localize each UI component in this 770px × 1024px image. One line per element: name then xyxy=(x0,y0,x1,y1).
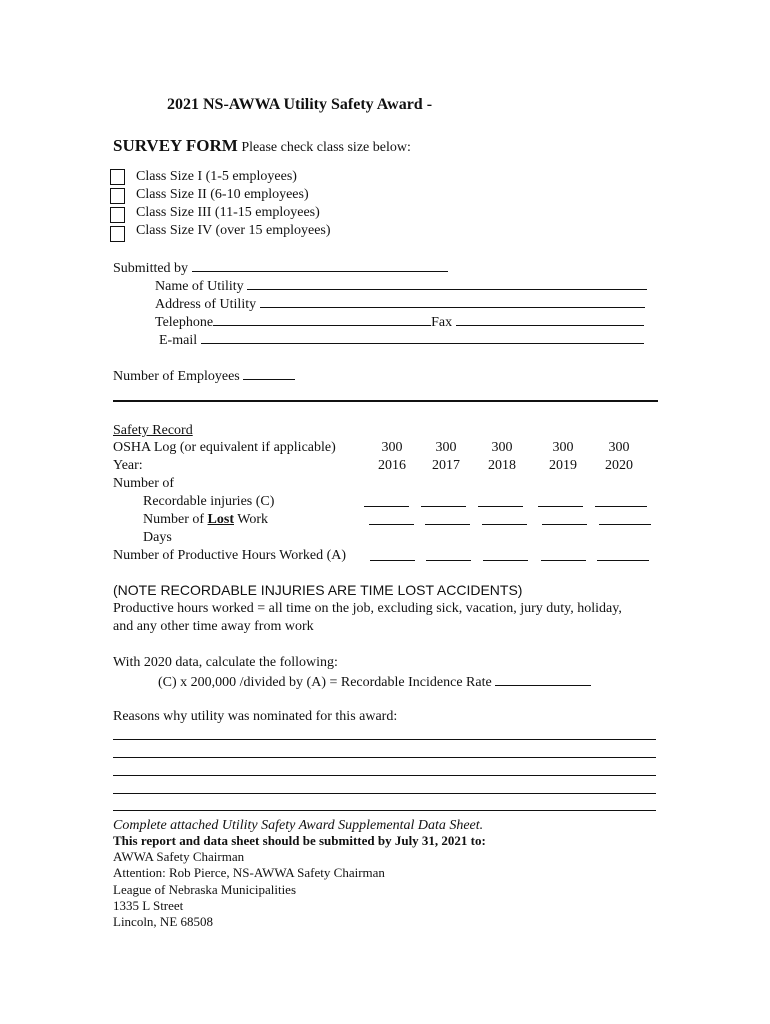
year-2018: 2018 xyxy=(488,458,516,473)
reasons-label: Reasons why utility was nominated for this award: xyxy=(113,709,398,724)
number-of-employees-label: Number of Employees xyxy=(113,369,240,384)
year-2017: 2017 xyxy=(432,458,460,473)
address-line-2: Attention: Rob Pierce, NS-AWWA Safety Chairman xyxy=(113,865,385,880)
number-of-label: Number of xyxy=(113,476,175,491)
reasons-line-2[interactable] xyxy=(113,757,656,758)
reasons-line-1[interactable] xyxy=(113,739,656,740)
name-of-utility-label: Name of Utility xyxy=(155,279,244,294)
address-of-utility-field xyxy=(155,294,645,313)
section-divider xyxy=(113,400,658,402)
incidence-rate-blank[interactable] xyxy=(495,672,591,686)
hours-2017-blank[interactable] xyxy=(426,547,471,561)
recordable-2018-blank[interactable] xyxy=(478,493,523,507)
reasons-line-5[interactable] xyxy=(113,810,656,811)
email-field xyxy=(159,330,644,349)
osha-value-2016: 300 xyxy=(381,440,403,455)
class-size-ii-checkbox[interactable] xyxy=(110,188,125,204)
osha-value-2020: 300 xyxy=(608,440,630,455)
osha-log-label: OSHA Log (or equivalent if applicable) xyxy=(113,440,336,455)
hours-2018-blank[interactable] xyxy=(483,547,528,561)
telephone-blank[interactable] xyxy=(213,312,431,326)
calc-intro: With 2020 data, calculate the following: xyxy=(113,655,338,670)
email-label: E-mail xyxy=(159,333,198,348)
class-size-iii-checkbox[interactable] xyxy=(110,207,125,223)
email-blank[interactable] xyxy=(201,330,644,344)
class-size-i-label: Class Size I (1-5 employees) xyxy=(136,169,297,184)
recordable-2020-blank[interactable] xyxy=(595,493,647,507)
fax-blank[interactable] xyxy=(456,312,644,326)
year-2020: 2020 xyxy=(605,458,633,473)
year-label: Year: xyxy=(113,458,143,473)
form-title: 2021 NS-AWWA Utility Safety Award - xyxy=(167,96,433,113)
address-line-5: Lincoln, NE 68508 xyxy=(113,914,214,929)
lost-2020-blank[interactable] xyxy=(599,511,651,525)
recordable-2019-blank[interactable] xyxy=(538,493,583,507)
year-2019: 2019 xyxy=(549,458,577,473)
submission-deadline: This report and data sheet should be submitted by July 31, 2021 to: xyxy=(113,833,486,848)
submitted-by-blank[interactable] xyxy=(192,258,448,272)
supplemental-sheet-note: Complete attached Utility Safety Award Supplemental Data Sheet. xyxy=(113,818,484,833)
days-label: Days xyxy=(143,530,172,545)
lost-work-post: Work xyxy=(237,512,269,527)
osha-value-2019: 300 xyxy=(552,440,574,455)
productive-hours-definition-1: Productive hours worked = all time on the job, excluding sick, vacation, jury duty, holiday, xyxy=(113,601,622,616)
lost-work-pre: Number of xyxy=(143,512,205,527)
survey-heading: SURVEY FORM xyxy=(113,136,238,155)
lost-2017-blank[interactable] xyxy=(425,511,470,525)
hours-2020-blank[interactable] xyxy=(597,547,649,561)
submitted-by-label: Submitted by xyxy=(113,261,189,276)
address-of-utility-label: Address of Utility xyxy=(155,297,257,312)
lost-2016-blank[interactable] xyxy=(369,511,414,525)
class-size-iv-checkbox[interactable] xyxy=(110,226,125,242)
productive-hours-definition-2: and any other time away from work xyxy=(113,619,314,634)
year-2016: 2016 xyxy=(378,458,406,473)
hours-2016-blank[interactable] xyxy=(370,547,415,561)
productive-hours-label: Number of Productive Hours Worked (A) xyxy=(113,548,347,563)
address-of-utility-blank[interactable] xyxy=(260,294,645,308)
number-of-employees-field xyxy=(113,366,295,385)
address-line-1: AWWA Safety Chairman xyxy=(113,849,245,864)
lost-work-label xyxy=(143,511,268,528)
class-size-i-checkbox[interactable] xyxy=(110,169,125,185)
name-of-utility-blank[interactable] xyxy=(247,276,647,290)
survey-heading-line xyxy=(113,137,411,156)
recordable-2017-blank[interactable] xyxy=(421,493,466,507)
address-line-3: League of Nebraska Municipalities xyxy=(113,882,297,897)
osha-value-2018: 300 xyxy=(491,440,513,455)
lost-2019-blank[interactable] xyxy=(542,511,587,525)
name-of-utility-field xyxy=(155,276,647,295)
safety-record-heading: Safety Record xyxy=(113,423,193,438)
number-of-employees-blank[interactable] xyxy=(243,366,295,380)
calc-formula-line xyxy=(158,672,591,691)
class-size-iv-label: Class Size IV (over 15 employees) xyxy=(136,223,331,238)
osha-value-2017: 300 xyxy=(435,440,457,455)
lost-word: Lost xyxy=(207,512,234,527)
reasons-line-3[interactable] xyxy=(113,775,656,776)
lost-2018-blank[interactable] xyxy=(482,511,527,525)
telephone-fax-field xyxy=(155,312,644,331)
hours-2019-blank[interactable] xyxy=(541,547,586,561)
fax-label: Fax xyxy=(431,315,453,330)
note-recordable-injuries: (NOTE RECORDABLE INJURIES ARE TIME LOST ACCIDENTS) xyxy=(113,582,523,598)
reasons-line-4[interactable] xyxy=(113,793,656,794)
address-line-4: 1335 L Street xyxy=(113,898,184,913)
recordable-2016-blank[interactable] xyxy=(364,493,409,507)
calc-formula: (C) x 200,000 /divided by (A) = Recordable Incidence Rate xyxy=(158,675,492,690)
telephone-label: Telephone xyxy=(155,315,214,330)
class-size-iii-label: Class Size III (11-15 employees) xyxy=(136,205,320,220)
survey-instruction: Please check class size below: xyxy=(241,140,411,155)
recordable-injuries-label: Recordable injuries (C) xyxy=(143,494,275,509)
class-size-ii-label: Class Size II (6-10 employees) xyxy=(136,187,309,202)
submitted-by-field xyxy=(113,258,448,277)
